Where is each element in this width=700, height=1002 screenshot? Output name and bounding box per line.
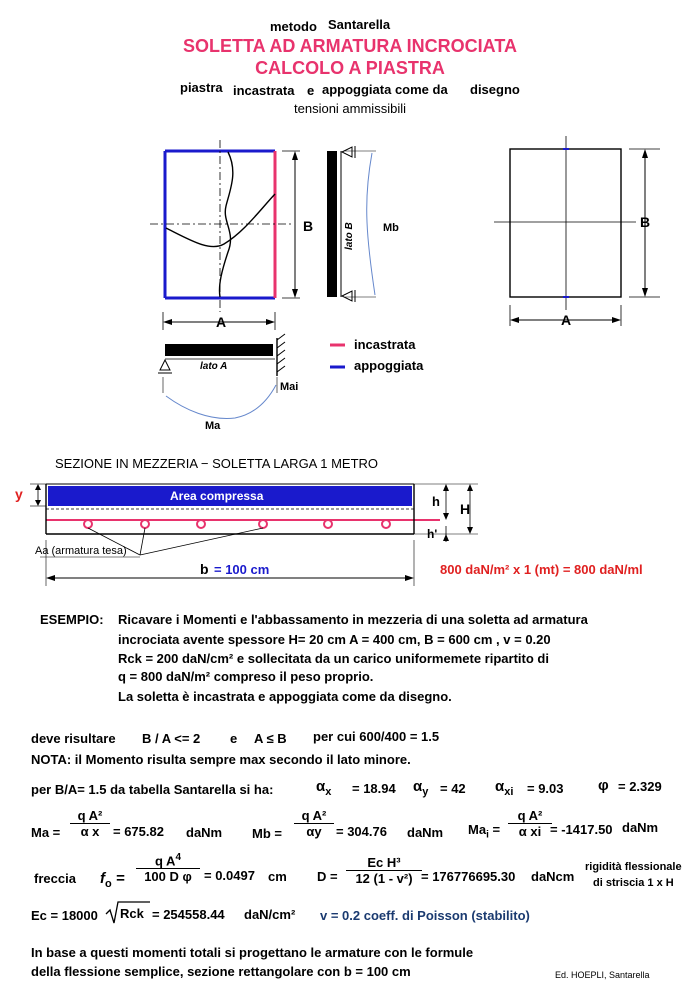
- rck-label: Rck: [120, 906, 144, 921]
- section-h: h: [432, 494, 440, 509]
- subtitle-word4: appoggiata come da: [322, 82, 448, 97]
- ma-value: = 675.82: [113, 824, 164, 839]
- example-line1: Ricavare i Momenti e l'abbassamento in mezzeria di una soletta ad armatura: [118, 612, 588, 627]
- condition-1: B / A <= 2: [142, 731, 201, 746]
- deflection-denominator: 100 D φ: [144, 869, 192, 885]
- ec-label: Ec = 18000: [31, 908, 98, 923]
- ratio-text: per cui 600/400 = 1.5: [313, 729, 440, 744]
- label-b-right: B: [640, 214, 651, 230]
- deflection-label: freccia: [34, 871, 76, 886]
- mb-value: = 304.76: [336, 824, 387, 839]
- label-mai: Mai: [280, 381, 299, 393]
- rigidity-line2: di striscia 1 x H: [593, 877, 674, 889]
- label-mb: Mb: [383, 222, 399, 234]
- section-b-value: = 100 cm: [214, 562, 270, 577]
- subtitle-word3: e: [307, 83, 315, 98]
- must-label: deve risultare: [31, 731, 116, 746]
- mai-label: $Ma_i$ =: [468, 822, 501, 841]
- table-intro: per B/A= 1.5 da tabella Santarella si ha:: [31, 782, 274, 797]
- d-fraction: [346, 855, 422, 886]
- deflection-value: = 0.0497: [204, 868, 255, 883]
- section-h-prime: h': [427, 527, 438, 541]
- f0-symbol: $f_o$ =: [100, 870, 125, 890]
- alpha-y-symbol: $\alpha_y$: [413, 778, 429, 798]
- legend-incastrata: incastrata: [354, 337, 416, 352]
- mai-fraction: [508, 808, 552, 839]
- mb-denominator: αy: [306, 824, 322, 839]
- alpha-xi-symbol: $\alpha_{xi}$: [495, 778, 514, 798]
- label-a-right: A: [561, 312, 572, 328]
- section-y: y: [15, 486, 23, 502]
- subtitle-word2: incastrata: [233, 83, 295, 98]
- example-line4: q = 800 daN/m² compreso il peso proprio.: [118, 669, 374, 684]
- mai-unit: daNm: [622, 820, 659, 835]
- legend-appoggiata: appoggiata: [354, 358, 424, 373]
- mai-value: = -1417.50: [550, 822, 613, 837]
- alpha-x-value: = 18.94: [352, 781, 396, 796]
- title-line2: CALCOLO A PIASTRA: [255, 58, 445, 78]
- subtitle-word1: piastra: [180, 80, 223, 95]
- phi-value: = 2.329: [618, 779, 662, 794]
- f0-text: f: [100, 870, 105, 887]
- ma-numerator: q A²: [70, 808, 110, 824]
- d-numerator: Ec H³: [346, 855, 422, 871]
- footer-line1: In base a questi momenti totali si progettano le armature con le formule: [31, 945, 474, 960]
- subtitle-word5: disegno: [470, 82, 520, 97]
- compressed-area-label: Area compressa: [170, 489, 264, 503]
- mai-numerator: q A²: [508, 808, 552, 824]
- alpha-xi-value: = 9.03: [527, 781, 564, 796]
- ma-fraction: [70, 808, 110, 839]
- example-label: ESEMPIO:: [40, 612, 104, 627]
- deflection-numerator: q $A^4$: [136, 852, 200, 869]
- condition-and: e: [230, 731, 238, 746]
- stress-label: tensioni ammissibili: [294, 101, 406, 116]
- d-value: = 176776695.30: [421, 869, 516, 884]
- mai-label-text: Ma: [468, 822, 487, 837]
- right-plate: [494, 136, 660, 326]
- rigidity-line1: rigidità flessionale: [585, 861, 682, 873]
- deflection-fraction: [136, 852, 200, 884]
- label-a-left: A: [216, 314, 227, 330]
- method-name: Santarella: [328, 17, 391, 32]
- phi-symbol: φ: [598, 777, 609, 794]
- ma-denominator: α x: [80, 824, 100, 839]
- ma-label: Ma =: [31, 825, 61, 840]
- deflection-unit: cm: [268, 869, 287, 884]
- alpha-x-symbol: $\alpha_x$: [316, 778, 332, 798]
- label-b-left: B: [303, 218, 314, 234]
- d-unit: daNcm: [531, 869, 575, 884]
- example-line5: La soletta è incastrata e appoggiata come da disegno.: [118, 689, 452, 704]
- poisson-text: v = 0.2 coeff. di Poisson (stabilito): [320, 908, 530, 923]
- section-title: SEZIONE IN MEZZERIA − SOLETTA LARGA 1 METRO: [55, 456, 379, 471]
- example-line2: incrociata avente spessore H= 20 cm A = 400 cm, B = 600 cm , v = 0.20: [118, 632, 551, 647]
- mai-denominator: α xi: [518, 824, 542, 839]
- mb-unit: daNm: [407, 825, 444, 840]
- method-label: metodo: [270, 19, 317, 34]
- ec-value: = 254558.44: [152, 907, 225, 922]
- condition-2: A ≤ B: [254, 731, 287, 746]
- title-line1: SOLETTA AD ARMATURA INCROCIATA: [183, 36, 517, 56]
- mb-fraction: [294, 808, 334, 839]
- alpha-y-value: = 42: [440, 781, 466, 796]
- footer-credit: Ed. HOEPLI, Santarella: [555, 970, 650, 980]
- section-b: b: [200, 561, 209, 577]
- note-text: NOTA: il Momento risulta sempre max secondo il lato minore.: [31, 752, 411, 767]
- left-plate: [150, 140, 300, 312]
- load-text: 800 daN/m² x 1 (mt) = 800 daN/ml: [440, 562, 643, 577]
- ma-unit: daNm: [186, 825, 223, 840]
- mb-label: Mb =: [252, 826, 282, 841]
- label-lato-b: lato B: [344, 222, 355, 250]
- rebar-label: Aa (armatura tesa): [35, 545, 127, 557]
- d-label: D =: [317, 869, 338, 884]
- mb-numerator: q A²: [294, 808, 334, 824]
- label-lato-a: lato A: [200, 361, 228, 372]
- d-denominator: 12 (1 - v²): [355, 871, 413, 886]
- footer-line2: della flessione semplice, sezione rettangolare con b = 100 cm: [31, 964, 411, 979]
- section-H: H: [460, 501, 471, 517]
- beam-lato-a: [158, 334, 285, 418]
- deflection-numerator-text: q A: [154, 853, 176, 869]
- ec-unit: daN/cm²: [244, 907, 296, 922]
- example-line3: Rck = 200 daN/cm² e sollecitata da un carico uniformemete ripartito di: [118, 651, 549, 666]
- label-ma: Ma: [205, 420, 221, 432]
